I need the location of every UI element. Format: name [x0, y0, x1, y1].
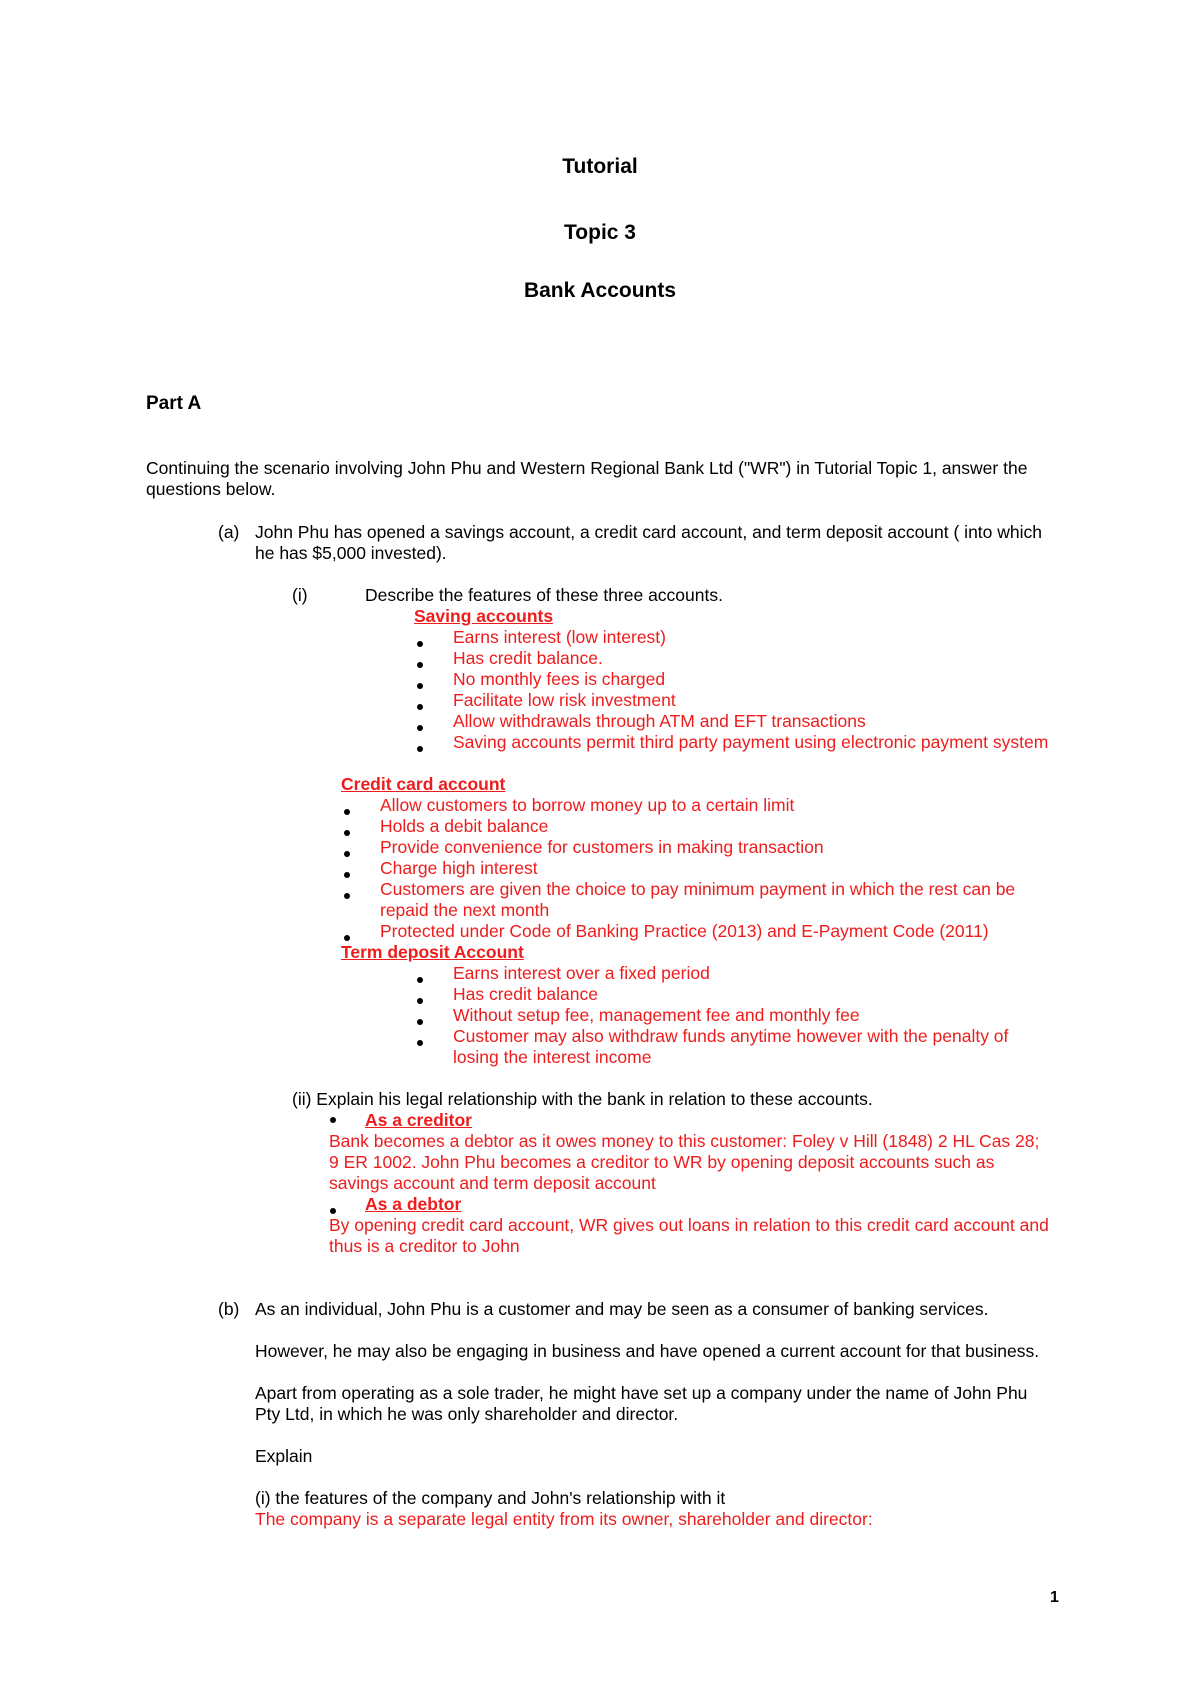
list-item: Earns interest (low interest)	[453, 627, 666, 647]
question-a-line-2: he has $5,000 invested).	[255, 543, 447, 563]
question-b-para-2: However, he may also be engaging in business and have opened a current account for that business.	[255, 1341, 1040, 1361]
list-item: Provide convenience for customers in making transaction	[380, 837, 824, 857]
bullet-icon	[417, 683, 423, 689]
question-b-para-3-line-2: Pty Ltd, in which he was only shareholder and director.	[255, 1404, 679, 1424]
bullet-icon	[344, 935, 350, 941]
term-deposit-heading: Term deposit Account	[341, 942, 524, 962]
creditor-text-line-1: Bank becomes a debtor as it owes money to this customer: Foley v Hill (1848) 2 HL Cas 28;	[329, 1131, 1040, 1151]
debtor-text-line-2: thus is a creditor to John	[329, 1236, 520, 1256]
question-b-para-1: As an individual, John Phu is a customer and may be seen as a consumer of banking services.	[255, 1299, 989, 1319]
bullet-icon	[417, 1040, 423, 1046]
list-item: No monthly fees is charged	[453, 669, 666, 689]
bullet-icon	[417, 662, 423, 668]
list-item: Holds a debit balance	[380, 816, 549, 836]
sub-ii-text: (ii) Explain his legal relationship with the bank in relation to these accounts.	[292, 1089, 873, 1109]
question-b-explain: Explain	[255, 1446, 313, 1466]
doc-topic: Topic 3	[564, 221, 636, 244]
list-item: Allow customers to borrow money up to a certain limit	[380, 795, 795, 815]
creditor-heading: As a creditor	[365, 1110, 472, 1130]
bullet-icon	[344, 893, 350, 899]
bullet-icon	[417, 1019, 423, 1025]
list-item: Protected under Code of Banking Practice (2013) and E-Payment Code (2011)	[380, 921, 989, 941]
list-item: Has credit balance	[453, 984, 598, 1004]
list-item: Customer may also withdraw funds anytime however with the penalty of	[453, 1026, 1009, 1046]
bullet-icon	[344, 809, 350, 815]
sub-i-label: (i)	[292, 585, 308, 605]
question-b-label: (b)	[218, 1299, 240, 1319]
list-item: Customers are given the choice to pay minimum payment in which the rest can be	[380, 879, 1016, 899]
bullet-icon	[344, 872, 350, 878]
bullet-icon	[417, 746, 423, 752]
list-item: Charge high interest	[380, 858, 538, 878]
list-item: Allow withdrawals through ATM and EFT transactions	[453, 711, 866, 731]
credit-card-heading: Credit card account	[341, 774, 506, 794]
intro-line-1: Continuing the scenario involving John Phu and Western Regional Bank Ltd ("WR") in Tutorial Topic 1, answer the	[146, 458, 1028, 478]
bullet-icon	[330, 1208, 336, 1214]
bullet-icon	[417, 704, 423, 710]
list-item: Facilitate low risk investment	[453, 690, 676, 710]
question-b-para-3-line-1: Apart from operating as a sole trader, he might have set up a company under the name of John Phu	[255, 1383, 1028, 1403]
bullet-icon	[417, 977, 423, 983]
creditor-text-line-2: 9 ER 1002. John Phu becomes a creditor to WR by opening deposit accounts such as	[329, 1152, 995, 1172]
bullet-icon	[417, 725, 423, 731]
debtor-text-line-1: By opening credit card account, WR gives out loans in relation to this credit card account and	[329, 1215, 1049, 1235]
saving-accounts-heading: Saving accounts	[414, 606, 554, 626]
list-item: Has credit balance.	[453, 648, 603, 668]
creditor-text-line-3: savings account and term deposit account	[329, 1173, 656, 1193]
bullet-icon	[417, 998, 423, 1004]
debtor-heading: As a debtor	[365, 1194, 462, 1214]
question-a-label: (a)	[218, 522, 240, 542]
part-a-heading: Part A	[146, 393, 202, 414]
doc-title: Tutorial	[562, 155, 638, 178]
intro-line-2: questions below.	[146, 479, 276, 499]
list-item: Saving accounts permit third party payment using electronic payment system	[453, 732, 1049, 752]
question-a-line-1: John Phu has opened a savings account, a credit card account, and term deposit account ( into which	[255, 522, 1043, 542]
list-item-continuation: losing the interest income	[453, 1047, 652, 1067]
list-item: Without setup fee, management fee and monthly fee	[453, 1005, 860, 1025]
page-number: 1	[1050, 1589, 1059, 1606]
list-item-continuation: repaid the next month	[380, 900, 550, 920]
doc-subtitle: Bank Accounts	[523, 279, 677, 302]
bullet-icon	[330, 1117, 336, 1123]
bullet-icon	[344, 830, 350, 836]
bullet-icon	[344, 851, 350, 857]
bullet-icon	[417, 641, 423, 647]
question-b-sub-i: (i) the features of the company and John's relationship with it	[255, 1488, 726, 1508]
sub-i-text: Describe the features of these three accounts.	[365, 585, 723, 605]
question-b-answer: The company is a separate legal entity from its owner, shareholder and director:	[255, 1509, 873, 1529]
list-item: Earns interest over a fixed period	[453, 963, 710, 983]
